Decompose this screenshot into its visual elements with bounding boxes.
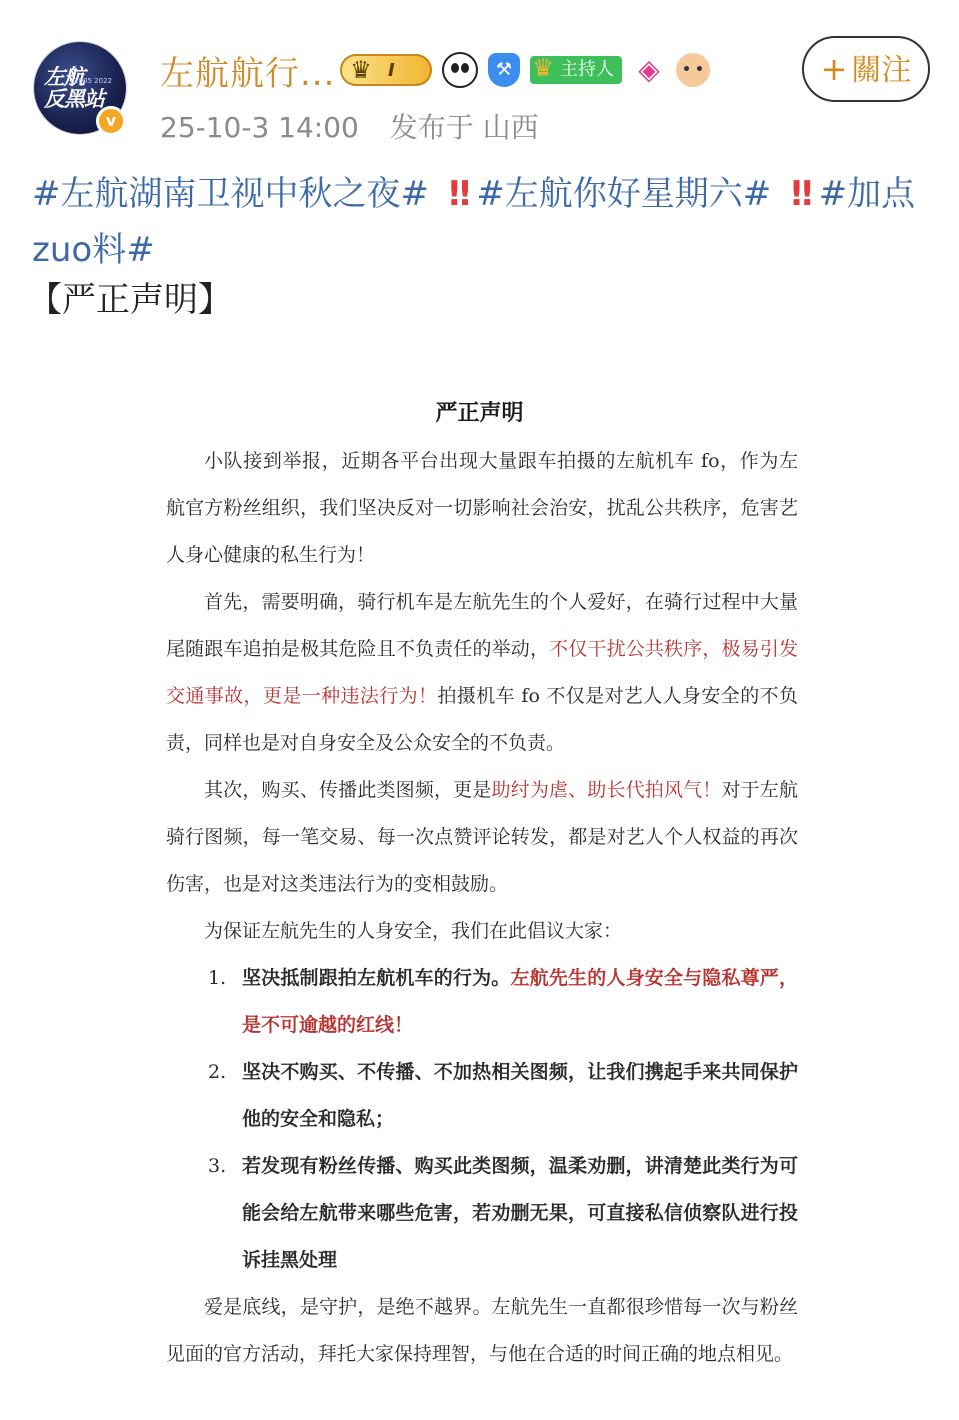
paragraph-text: 其次，购买、传播此类图频，更是 xyxy=(204,779,492,801)
hashtag-link[interactable]: #左航你好星期六# xyxy=(476,174,772,214)
double-exclamation-icon: ‼ xyxy=(791,174,809,214)
paragraph-text: 对于左航骑行图频，每一笔交易、每一次点赞评论转发，都是对艺人个人权益的再次伤害，也是对这类违法行为的变相鼓励。 xyxy=(166,779,798,895)
plus-icon: + xyxy=(820,50,848,88)
double-exclamation-icon: ‼ xyxy=(448,174,467,214)
post-header xyxy=(0,0,959,150)
verified-icon: v xyxy=(96,106,126,136)
post-text xyxy=(32,166,932,278)
user-badges xyxy=(340,50,710,90)
crown-icon: ♛ xyxy=(350,56,372,84)
statement-paragraph xyxy=(166,767,798,908)
host-badge[interactable] xyxy=(530,56,622,84)
avatar-text: 左航 反黑站 xyxy=(44,64,104,111)
highlighted-text: 左航先生的人身安全与隐私尊严，是不可逾越的红线！ xyxy=(242,967,798,1036)
post-date: 25-10-3 14:00 xyxy=(160,111,359,144)
hashtag-link[interactable]: #加点zuo料# xyxy=(32,174,916,270)
level-label: I xyxy=(388,59,395,81)
list-number: 2. xyxy=(208,1061,227,1083)
username[interactable]: 左航航行... xyxy=(160,54,336,94)
statement-image[interactable] xyxy=(0,340,959,1420)
statement-paragraph xyxy=(166,579,798,767)
statement-paragraph: 为保证左航先生的人身安全，我们在此倡议大家： xyxy=(204,920,623,942)
post-title: 【严正声明】 xyxy=(28,280,232,320)
shield-hammer-icon[interactable]: ⚒ xyxy=(488,53,520,87)
post-meta xyxy=(160,106,561,146)
paragraph-text: 首先，需要明确，骑行机车是左航先生的个人爱好，在骑行过程中大量尾随跟车追拍是极其危险且不负责任的举动， xyxy=(166,591,798,660)
highlighted-text: 助纣为虐、助长代拍风气！ xyxy=(491,779,722,801)
statement-paragraph: 爱是底线，是守护，是绝不越界。左航先生一直都很珍惜每一次与粉丝见面的官方活动，拜托大家保持理智，与他在合适的时间正确的地点相见。 xyxy=(166,1296,798,1365)
statement-body xyxy=(166,438,798,1378)
list-item xyxy=(166,1049,798,1143)
cartoon-face-icon[interactable] xyxy=(676,53,710,87)
avatar-year-text: 2005 2022 xyxy=(74,77,112,85)
list-number: 1. xyxy=(208,967,227,989)
follow-label: 關注 xyxy=(851,53,912,88)
list-number: 3. xyxy=(208,1155,227,1177)
panda-icon[interactable] xyxy=(442,52,478,88)
host-badge-label: 主持人 xyxy=(560,59,614,80)
statement-paragraph: 小队接到举报，近期各平台出现大量跟车拍摄的左航机车 fo，作为左航官方粉丝组织，我们坚决反对一切影响社会治安，扰乱公共秩序，危害艺人身心健康的私生行为！ xyxy=(166,450,798,566)
crown-level-badge[interactable] xyxy=(340,54,432,86)
statement-title: 严正声明 xyxy=(435,400,524,426)
post-location: 发布于 山西 xyxy=(389,111,539,144)
list-item-text: 坚决不购买、不传播、不加热相关图频，让我们携起手来共同保护他的安全和隐私； xyxy=(242,1061,798,1130)
gem-icon[interactable]: ◈ xyxy=(638,53,660,86)
trophy-icon: ♛ xyxy=(532,54,554,82)
highlighted-text: 不仅干扰公共秩序，极易引发交通事故，更是一种违法行为！ xyxy=(166,638,798,707)
list-item-text: 若发现有粉丝传播、购买此类图频，温柔劝删，讲清楚此类行为可能会给左航带来哪些危害，若劝删无果，可直接私信侦察队进行投诉挂黑处理 xyxy=(242,1155,798,1271)
list-item xyxy=(166,955,798,1049)
paragraph-text: 拍摄机车 fo 不仅是对艺人人身安全的不负责，同样也是对自身安全及公众安全的不负责。 xyxy=(166,685,798,754)
hashtag-link[interactable]: #左航湖南卫视中秋之夜# xyxy=(32,174,429,214)
follow-button[interactable] xyxy=(802,36,930,102)
list-item xyxy=(166,1143,798,1284)
proposal-list xyxy=(166,955,798,1284)
list-item-text: 坚决抵制跟拍左航机车的行为。 xyxy=(242,967,511,989)
